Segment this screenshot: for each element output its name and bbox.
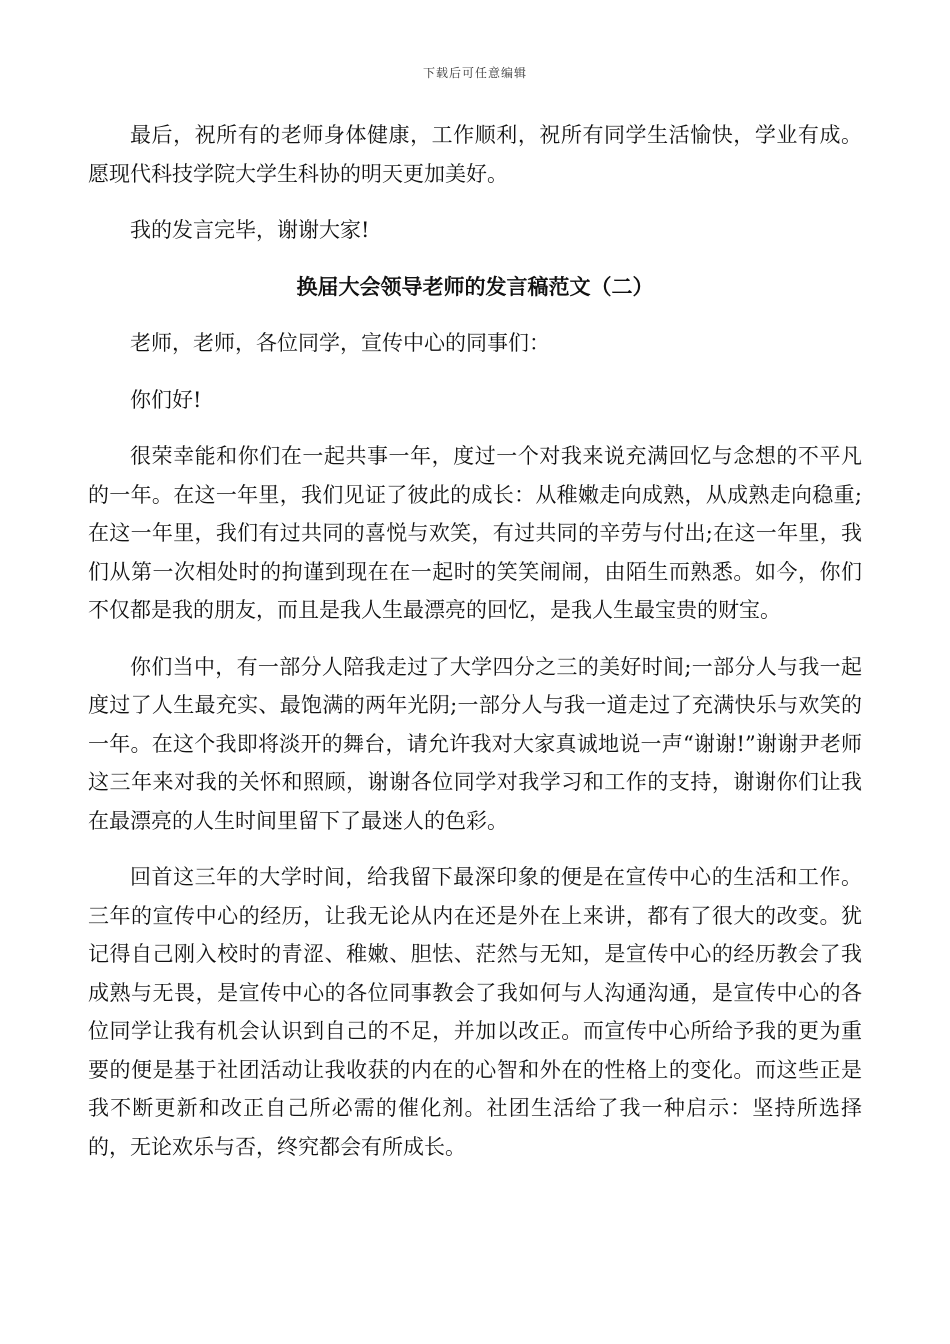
document-body (88, 116, 862, 1184)
paragraph-body-1: 很荣幸能和你们在一起共事一年，度过一个对我来说充满回忆与念想的不平凡的一年。在这一年里，我们见证了彼此的成长：从稚嫩走向成熟，从成熟走向稳重;在这一年里，我们有过共同的喜悦与欢笑，有过共同的辛劳与付出;在这一年里，我们从第一次相处时的拘谨到现在在一起时的笑笑闹闹，由陌生而熟悉。如今，你们不仅都是我的朋友，而且是我人生最漂亮的回忆，是我人生最宝贵的财宝。 (88, 444, 862, 622)
paragraph-closing-wishes: 最后，祝所有的老师身体健康，工作顺利，祝所有同学生活愉快，学业有成。愿现代科技学院大学生科协的明天更加美好。 (88, 123, 862, 186)
paragraph-body-2: 你们当中，有一部分人陪我走过了大学四分之三的美好时间;一部分人与我一起度过了人生最充实、最饱满的两年光阴;一部分人与我一道走过了充满快乐与欢笑的一年。在这个我即将淡开的舞台，请允许我对大家真诚地说一声“谢谢!”谢谢尹老师这三年来对我的关怀和照顾，谢谢各位同学对我学习和工作的支持，谢谢你们让我在最漂亮的人生时间里留下了最迷人的色彩。 (88, 654, 862, 833)
paragraph-greeting: 你们好! (130, 387, 202, 412)
paragraph-body-3: 回首这三年的大学时间，给我留下最深印象的便是在宣传中心的生活和工作。三年的宣传中心的经历，让我无论从内在还是外在上来讲，都有了很大的改变。犹记得自己刚入校时的青涩、稚嫩、胆怯、茫然与无知，是宣传中心的经历教会了我成熟与无畏，是宣传中心的各位同事教会了我如何与人沟通沟通，是宣传中心的各位同学让我有机会认识到自己的不足，并加以改正。而宣传中心所给予我的更为重要的便是基于社团活动让我收获的内在的心智和外在的性格上的变化。而这些正是我不断更新和改正自己所必需的催化剂。社团生活给了我一种启示：坚持所选择的，无论欢乐与否，终究都会有所成长。 (88, 865, 862, 1159)
section-title: 换届大会领导老师的发言稿范文（二） (296, 273, 654, 299)
paragraph-salutation: 老师，老师，各位同学，宣传中心的同事们： (130, 331, 550, 355)
paragraph-closing-thanks: 我的发言完毕，谢谢大家! (130, 218, 370, 242)
header-note: 下载后可任意编辑 (422, 66, 527, 80)
